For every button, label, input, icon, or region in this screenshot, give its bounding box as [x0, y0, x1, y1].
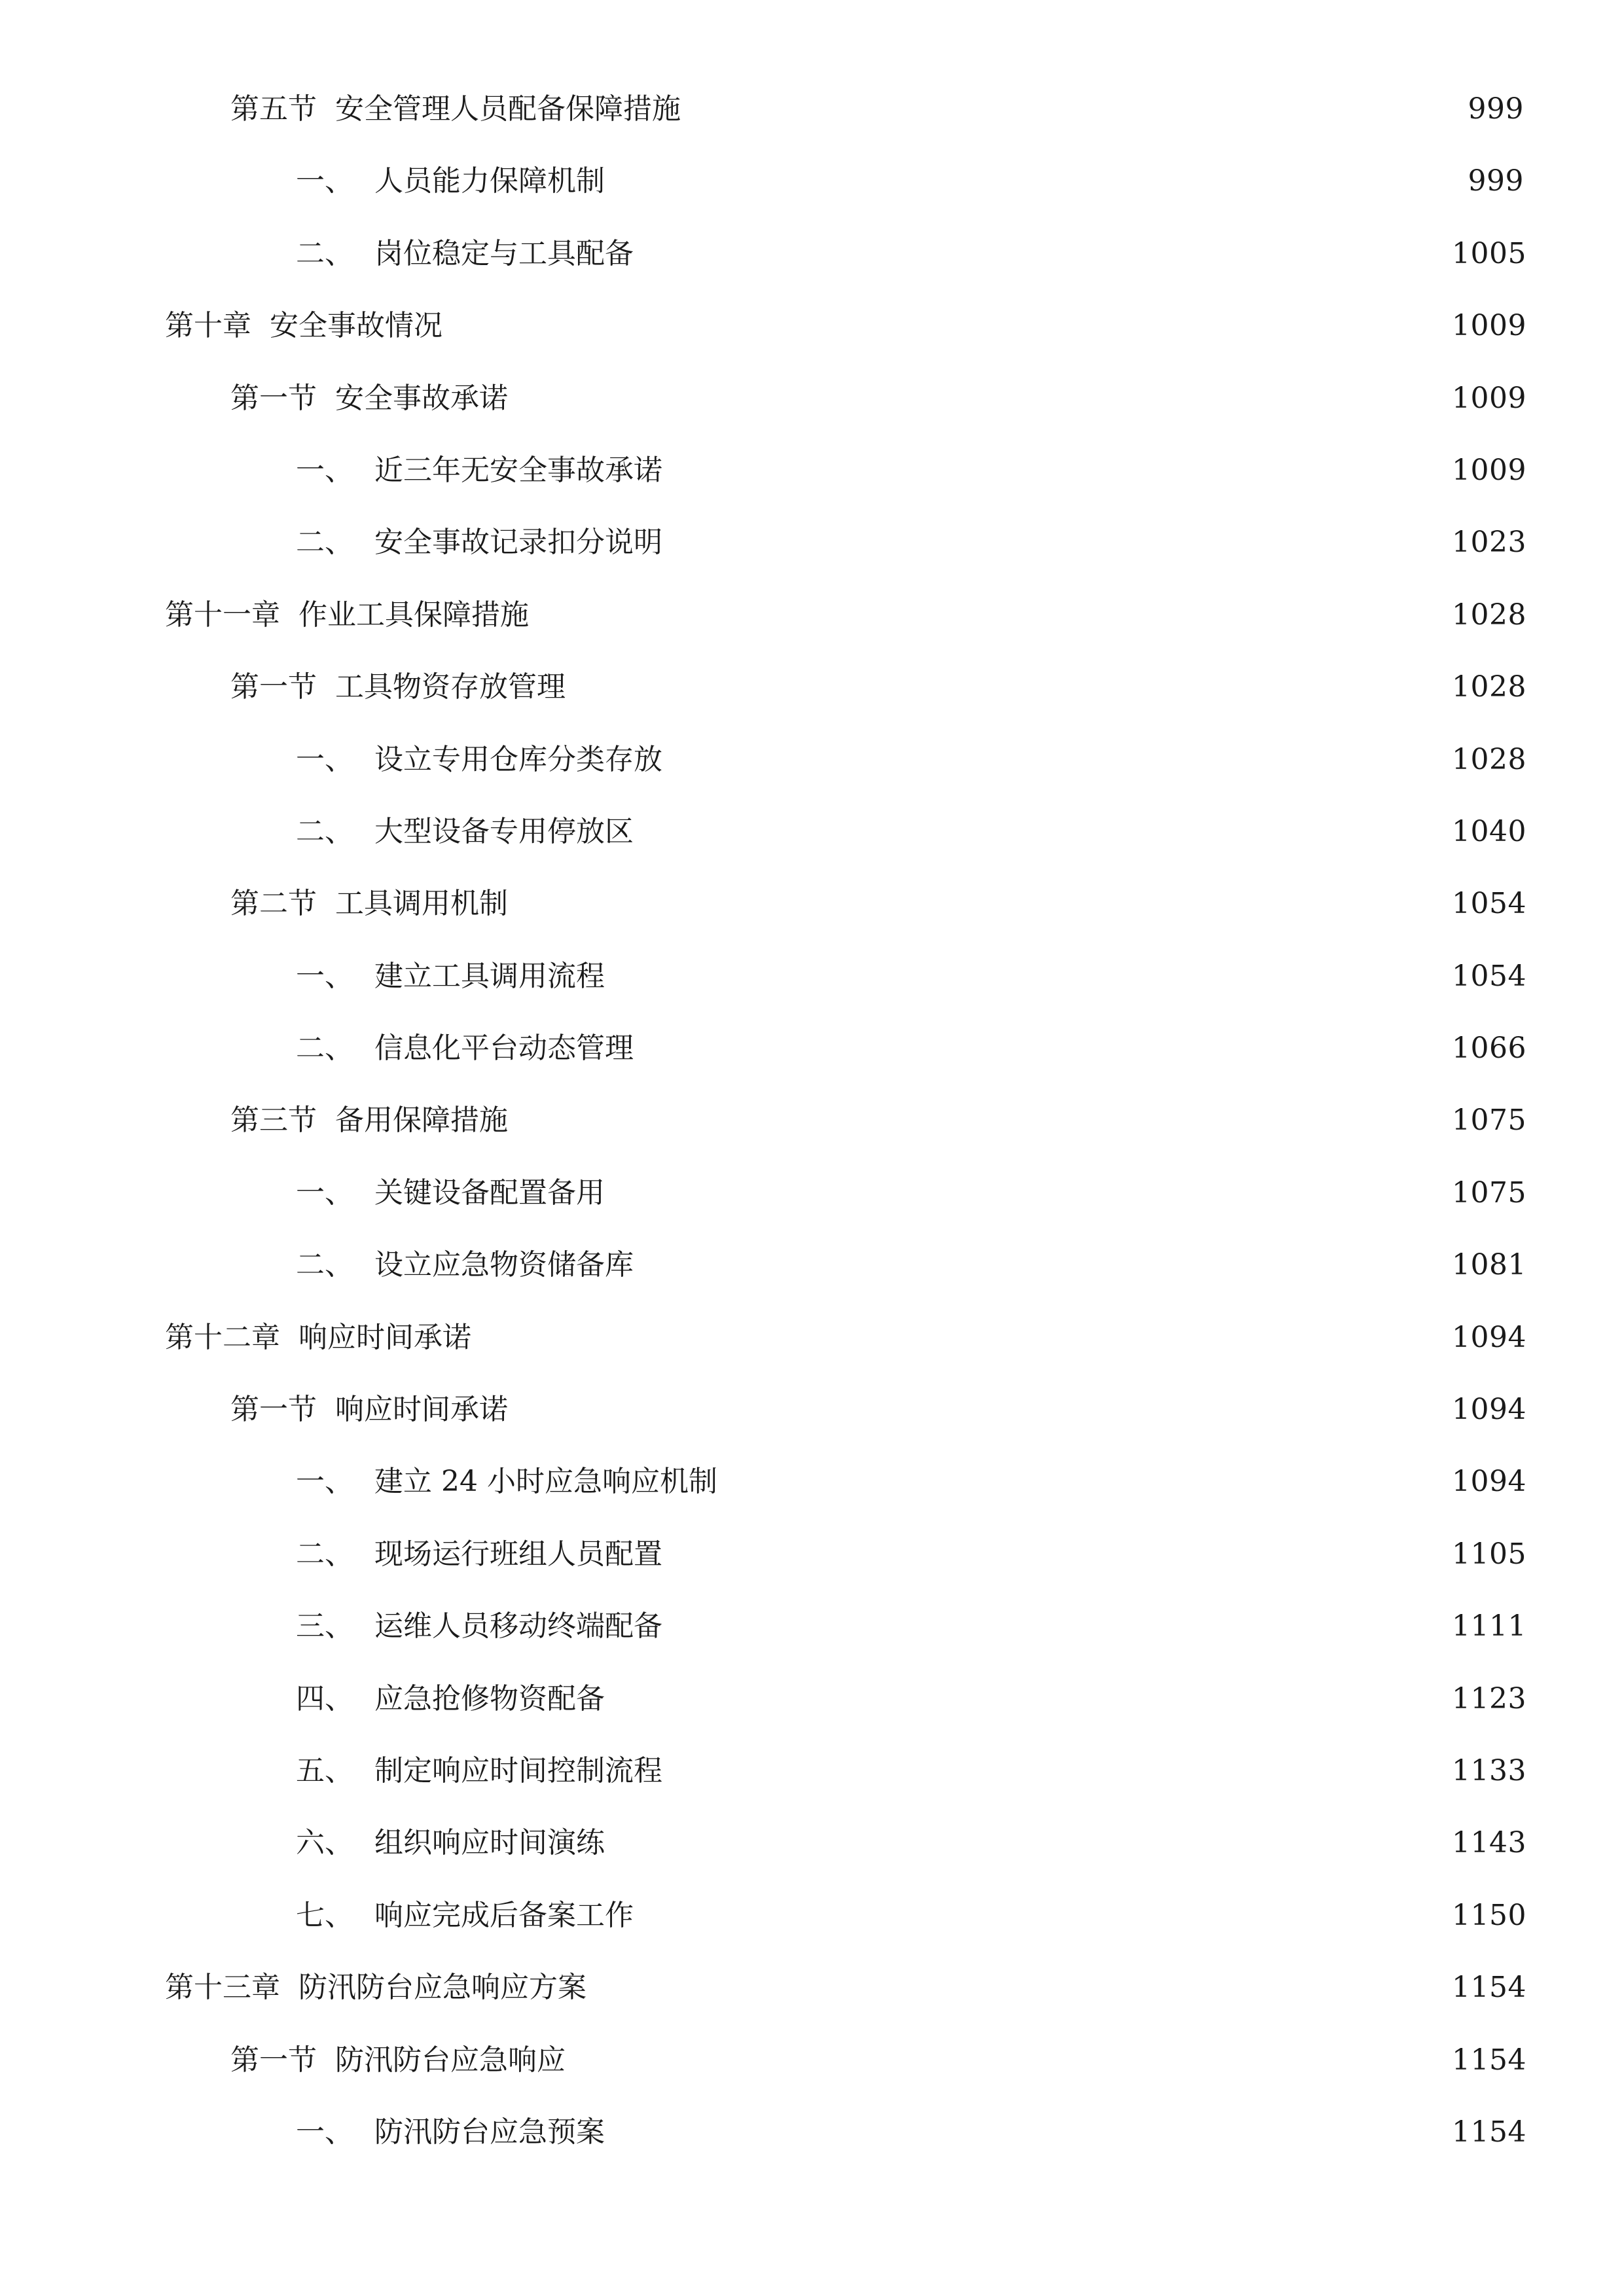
toc-entry-number: 二、 — [296, 1248, 353, 1282]
toc-entry-title: 制定响应时间控制流程 — [374, 1753, 662, 1787]
dot-leader — [516, 1101, 1437, 1140]
dot-leader — [613, 162, 1437, 201]
toc-entry[interactable] — [0, 1318, 1624, 1390]
toc-entry-text — [230, 884, 508, 924]
toc-entry[interactable] — [0, 668, 1624, 740]
dot-leader — [613, 957, 1437, 996]
toc-entry-text — [296, 1823, 605, 1863]
toc-entry[interactable] — [0, 1390, 1624, 1462]
dot-leader — [613, 1174, 1437, 1213]
toc-entry[interactable] — [0, 162, 1624, 234]
toc-page-number: 1105 — [1452, 1537, 1526, 1571]
toc-entry-title: 工具调用机制 — [335, 887, 508, 921]
toc-entry-number: 一、 — [296, 742, 353, 776]
dot-leader — [689, 90, 1437, 129]
toc-entry-title: 设立专用仓库分类存放 — [374, 742, 662, 776]
dot-leader — [670, 740, 1437, 780]
toc-entry-title: 现场运行班组人员配置 — [374, 1537, 662, 1571]
toc-entry[interactable] — [0, 1101, 1624, 1173]
dot-leader — [613, 1823, 1437, 1863]
toc-entry-number: 第十二章 — [165, 1320, 280, 1354]
toc-entry-text — [230, 379, 508, 418]
toc-entry[interactable] — [0, 1462, 1624, 1534]
toc-entry-title: 作业工具保障措施 — [298, 598, 529, 632]
toc-entry-title: 安全管理人员配备保障措施 — [335, 92, 681, 126]
toc-entry-text — [296, 523, 662, 562]
toc-entry-text — [296, 1462, 717, 1501]
toc-entry-text — [230, 1390, 508, 1429]
toc-page-number: 1123 — [1452, 1681, 1526, 1715]
toc-entry-title: 响应完成后备案工作 — [374, 1898, 634, 1932]
toc-entry[interactable] — [0, 451, 1624, 523]
toc-entry[interactable] — [0, 90, 1624, 162]
toc-entry-text — [230, 90, 681, 129]
toc-entry-title: 运维人员移动终端配备 — [374, 1609, 662, 1643]
toc-entry[interactable] — [0, 1029, 1624, 1101]
toc-entry-text — [230, 1101, 508, 1140]
toc-entry-text — [296, 234, 634, 274]
toc-entry-text — [296, 1679, 605, 1719]
toc-page-number: 1066 — [1452, 1031, 1526, 1066]
toc-entry-number: 一、 — [296, 1175, 353, 1210]
toc-entry-text — [296, 740, 662, 780]
toc-entry-number: 第十章 — [165, 309, 251, 343]
toc-entry-text — [296, 162, 605, 201]
toc-entry-text — [296, 1174, 605, 1213]
toc-entry-number: 六、 — [296, 1826, 353, 1860]
dot-leader — [725, 1462, 1437, 1501]
toc-entry-title: 关键设备配置备用 — [374, 1175, 605, 1210]
dot-leader — [573, 668, 1437, 707]
toc-page-number: 1094 — [1452, 1320, 1526, 1354]
toc-entry-number: 第一节 — [230, 670, 317, 704]
toc-page-number: 999 — [1468, 164, 1524, 198]
toc-entry[interactable] — [0, 234, 1624, 306]
toc-entry-title: 信息化平台动态管理 — [374, 1031, 634, 1066]
toc-entry[interactable] — [0, 1174, 1624, 1246]
toc-entry[interactable] — [0, 1896, 1624, 1968]
toc-entry-text — [296, 1535, 662, 1574]
toc-entry-number: 第三节 — [230, 1103, 317, 1138]
toc-entry[interactable] — [0, 884, 1624, 956]
toc-entry-title: 工具物资存放管理 — [335, 670, 566, 704]
toc-entry-text — [296, 2113, 605, 2152]
dot-leader — [641, 234, 1437, 274]
dot-leader — [516, 379, 1437, 418]
toc-page-number: 1094 — [1452, 1393, 1526, 1427]
dot-leader — [670, 1751, 1437, 1791]
dot-leader — [670, 1607, 1437, 1646]
toc-entry-title: 备用保障措施 — [335, 1103, 508, 1138]
toc-page-number: 1133 — [1452, 1753, 1526, 1787]
toc-entry-text — [296, 1246, 634, 1285]
toc-entry[interactable] — [0, 306, 1624, 378]
dot-leader — [537, 596, 1437, 635]
toc-entry-number: 二、 — [296, 814, 353, 848]
toc-entry[interactable] — [0, 1751, 1624, 1823]
toc-page-number: 1075 — [1452, 1175, 1526, 1210]
toc-entry-number: 七、 — [296, 1898, 353, 1932]
toc-entry-text — [296, 1029, 634, 1068]
toc-entry[interactable] — [0, 379, 1624, 451]
toc-entry-number: 第十一章 — [165, 598, 280, 632]
toc-entry-title: 岗位稳定与工具配备 — [374, 236, 634, 270]
toc-entry-number: 一、 — [296, 164, 353, 198]
dot-leader — [594, 1968, 1437, 2007]
toc-entry-text — [296, 1896, 634, 1935]
toc-page-number: 1028 — [1452, 598, 1526, 632]
toc-page-number: 1023 — [1452, 526, 1526, 560]
toc-entry-text — [230, 2041, 566, 2080]
toc-entry-title: 安全事故记录扣分说明 — [374, 526, 662, 560]
toc-entry-number: 第五节 — [230, 92, 317, 126]
dot-leader — [641, 1029, 1437, 1068]
dot-leader — [613, 2113, 1437, 2152]
toc-entry-number: 三、 — [296, 1609, 353, 1643]
toc-entry-number: 第二节 — [230, 887, 317, 921]
toc-entry[interactable] — [0, 812, 1624, 884]
toc-entry-number: 第一节 — [230, 1393, 317, 1427]
toc-entry-title: 安全事故承诺 — [335, 381, 508, 415]
toc-page-number: 999 — [1468, 92, 1524, 126]
dot-leader — [613, 1679, 1437, 1719]
toc-entry[interactable] — [0, 2113, 1624, 2185]
toc-entry[interactable] — [0, 2041, 1624, 2113]
toc-page-number: 1075 — [1452, 1103, 1526, 1138]
toc-page-number: 1143 — [1452, 1826, 1526, 1860]
toc-entry-text — [296, 1607, 662, 1646]
toc-entry[interactable] — [0, 1968, 1624, 2040]
toc-page-number: 1028 — [1452, 742, 1526, 776]
toc-page-number: 1005 — [1452, 236, 1526, 270]
toc-entry[interactable] — [0, 957, 1624, 1029]
toc-entry-number: 一、 — [296, 959, 353, 993]
toc-entry[interactable] — [0, 596, 1624, 668]
toc-entry-number: 四、 — [296, 1681, 353, 1715]
toc-entry-number: 第一节 — [230, 381, 317, 415]
toc-page-number: 1081 — [1452, 1248, 1526, 1282]
toc-entry-title: 人员能力保障机制 — [374, 164, 605, 198]
toc-page-number: 1154 — [1452, 2115, 1526, 2149]
toc-entry-title: 防汛防台应急响应 — [335, 2043, 566, 2077]
table-of-contents — [0, 90, 1624, 2185]
toc-entry-title: 大型设备专用停放区 — [374, 814, 634, 848]
dot-leader — [670, 523, 1437, 562]
toc-entry-text — [165, 596, 529, 635]
toc-entry-text — [165, 1968, 586, 2007]
toc-entry-text — [165, 1318, 471, 1357]
toc-entry-number: 第一节 — [230, 2043, 317, 2077]
toc-page-number: 1009 — [1452, 309, 1526, 343]
toc-entry-text — [230, 668, 566, 707]
toc-entry-text — [296, 957, 605, 996]
toc-entry-number: 五、 — [296, 1753, 353, 1787]
toc-entry-title: 防汛防台应急响应方案 — [298, 1971, 586, 2005]
toc-entry[interactable] — [0, 523, 1624, 595]
toc-entry-title: 安全事故情况 — [270, 309, 442, 343]
dot-leader — [479, 1318, 1437, 1357]
toc-page-number: 1054 — [1452, 959, 1526, 993]
toc-entry-number: 二、 — [296, 236, 353, 270]
toc-entry[interactable] — [0, 1246, 1624, 1318]
dot-leader — [670, 451, 1437, 490]
toc-entry-number: 一、 — [296, 2115, 353, 2149]
toc-entry-title: 近三年无安全事故承诺 — [374, 453, 662, 487]
toc-entry-text — [296, 1751, 662, 1791]
toc-page-number: 1040 — [1452, 814, 1526, 848]
toc-entry-number: 二、 — [296, 1031, 353, 1066]
toc-page-number: 1028 — [1452, 670, 1526, 704]
toc-entry-number: 一、 — [296, 453, 353, 487]
toc-entry-title: 响应时间承诺 — [298, 1320, 471, 1354]
toc-entry[interactable] — [0, 1535, 1624, 1607]
toc-page-number: 1009 — [1452, 381, 1526, 415]
toc-page-number: 1054 — [1452, 887, 1526, 921]
toc-entry-text — [165, 306, 442, 346]
toc-page-number: 1150 — [1452, 1898, 1526, 1932]
toc-page-number: 1154 — [1452, 1971, 1526, 2005]
toc-entry[interactable] — [0, 1607, 1624, 1679]
dot-leader — [450, 306, 1437, 346]
toc-entry-number: 第十三章 — [165, 1971, 280, 2005]
toc-entry-number: 二、 — [296, 1537, 353, 1571]
toc-entry-text — [296, 451, 662, 490]
toc-page-number: 1154 — [1452, 2043, 1526, 2077]
dot-leader — [670, 1535, 1437, 1574]
toc-page-number: 1111 — [1452, 1609, 1526, 1643]
toc-entry-title: 建立工具调用流程 — [374, 959, 605, 993]
dot-leader — [516, 884, 1437, 924]
toc-entry[interactable] — [0, 1679, 1624, 1751]
toc-entry-title: 组织响应时间演练 — [374, 1826, 605, 1860]
dot-leader — [641, 1896, 1437, 1935]
toc-entry-number: 二、 — [296, 526, 353, 560]
toc-entry-text — [296, 812, 634, 852]
toc-page-number: 1009 — [1452, 453, 1526, 487]
toc-entry[interactable] — [0, 1823, 1624, 1895]
toc-entry-title: 建立 24 小时应急响应机制 — [374, 1465, 717, 1499]
toc-page-number: 1094 — [1452, 1465, 1526, 1499]
dot-leader — [516, 1390, 1437, 1429]
toc-entry-title: 设立应急物资储备库 — [374, 1248, 634, 1282]
toc-entry-title: 响应时间承诺 — [335, 1393, 508, 1427]
toc-entry-title: 防汛防台应急预案 — [374, 2115, 605, 2149]
toc-entry[interactable] — [0, 740, 1624, 812]
dot-leader — [641, 1246, 1437, 1285]
dot-leader — [641, 812, 1437, 852]
toc-entry-title: 应急抢修物资配备 — [374, 1681, 605, 1715]
toc-entry-number: 一、 — [296, 1465, 353, 1499]
dot-leader — [573, 2041, 1437, 2080]
